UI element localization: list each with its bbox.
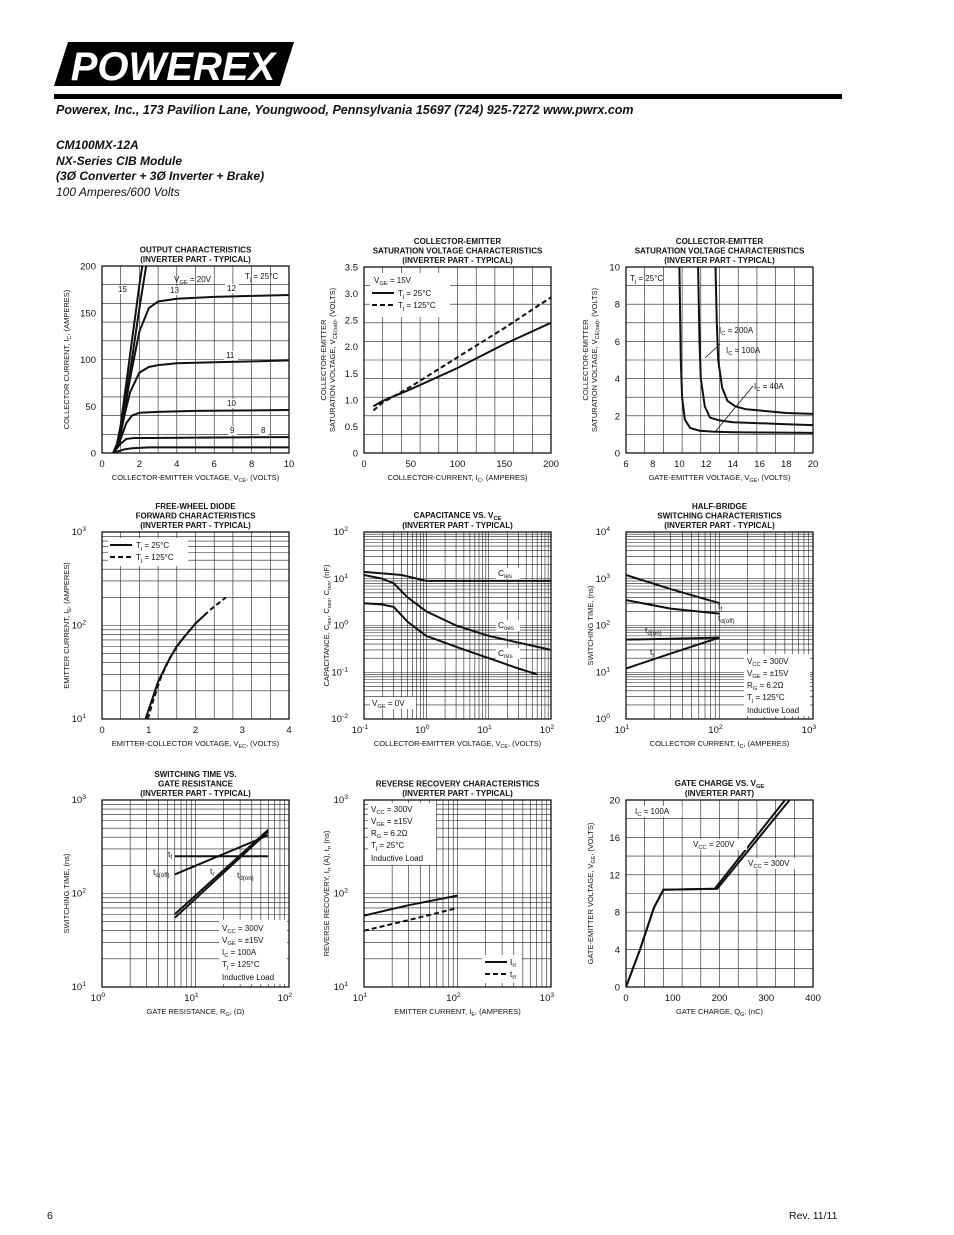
y-axis-label: COLLECTOR-EMITTER <box>581 319 590 401</box>
legend-entry: $I_{rr}$ <box>510 957 517 969</box>
x-axis-label: GATE-EMITTER VOLTAGE, $V_{GE}$, (VOLTS) <box>648 473 791 484</box>
x-axis-label: COLLECTOR-EMITTER VOLTAGE, $V_{CE}$, (VOLTS) <box>111 473 280 484</box>
y-tick-label: 2 <box>614 411 620 423</box>
x-tick-label: 1 <box>146 725 152 736</box>
y-tick-label: $10^2$ <box>71 619 86 632</box>
x-tick-label: 100 <box>664 993 681 1004</box>
series-line <box>175 830 268 914</box>
y-tick-label: 3.5 <box>344 262 358 274</box>
chart-title: REVERSE RECOVERY CHARACTERISTICS <box>375 779 540 789</box>
chart-title: (INVERTER PART - TYPICAL) <box>402 521 513 530</box>
condition-tj: $T_j = 25^\circ C$ <box>245 272 279 283</box>
x-tick-label: 400 <box>805 993 821 1004</box>
x-tick-label: 4 <box>286 725 292 736</box>
x-tick-label: 150 <box>496 459 513 470</box>
condition-line: $T_j = 125^\circ C$ <box>222 960 260 971</box>
x-tick-label: 100 <box>449 459 466 470</box>
y-tick-label: $10^0$ <box>595 713 610 725</box>
y-tick-label: 0 <box>90 448 96 460</box>
y-tick-label: 2.5 <box>344 315 358 327</box>
grid <box>626 800 813 987</box>
x-tick-label: 20 <box>807 459 819 470</box>
y-tick-label: 4 <box>614 374 620 386</box>
curve-label: $t_f$ <box>718 601 723 613</box>
x-tick-label: $10^1$ <box>477 724 492 736</box>
x-axis-label: COLLECTOR-CURRENT, $I_C$, (AMPERES) <box>387 473 528 484</box>
chart-title: GATE RESISTANCE <box>158 779 233 789</box>
x-tick-label: $10^2$ <box>708 724 723 736</box>
x-tick-label: $10^0$ <box>415 724 430 736</box>
chart-title: (INVERTER PART - TYPICAL) <box>140 521 251 530</box>
y-tick-label: $10^3$ <box>333 794 348 806</box>
chart-title: COLLECTOR-EMITTER <box>675 237 764 246</box>
curve-label: $t_r$ <box>650 647 655 659</box>
x-tick-label: $10^3$ <box>539 992 555 1004</box>
chart-1 <box>62 246 294 485</box>
curve-label: 9 <box>230 426 235 435</box>
curve-label: $C_{ies}$ <box>498 568 512 580</box>
legend-entry: $T_j = 125^\circ C$ <box>136 553 174 564</box>
curve-label: 12 <box>227 284 236 293</box>
legend-entry: $T_j = 25^\circ C$ <box>136 541 170 552</box>
curve-label: $t_{d(on)}$ <box>645 625 662 637</box>
chart-title: SATURATION VOLTAGE CHARACTERISTICS <box>634 246 805 256</box>
y-tick-label: $10^3$ <box>71 526 86 538</box>
y-tick-label: 8 <box>614 907 620 919</box>
x-axis-label: COLLECTOR-EMITTER VOLTAGE, $V_{CE}$, (VOLTS) <box>373 739 542 750</box>
chart-title: HALF-BRIDGE <box>691 502 748 511</box>
x-tick-label: 14 <box>727 459 739 470</box>
condition-line: $T_j = 25^\circ C$ <box>371 841 405 852</box>
condition-line: $V_{GE} = \pm 15V$ <box>371 817 413 828</box>
y-tick-label: 1.0 <box>344 395 358 407</box>
page-number: 6 <box>47 1210 53 1222</box>
x-axis-label: COLLECTOR CURRENT, $I_C$, (AMPERES) <box>649 739 790 750</box>
x-axis-label: EMITTER CURRENT, $I_E$, (AMPERES) <box>394 1007 521 1018</box>
curve-label: $I_C = 40A$ <box>754 382 784 393</box>
series-line <box>373 323 551 406</box>
condition-line: $V_{CC} = 300V$ <box>222 924 264 935</box>
y-tick-label: 12 <box>609 870 620 882</box>
y-tick-label: 16 <box>609 832 620 844</box>
y-tick-label: 0.5 <box>344 421 358 433</box>
curve-label: $t_{d(off)}$ <box>718 613 735 625</box>
y-tick-label: $10^1$ <box>71 713 86 725</box>
chart-6 <box>586 502 816 750</box>
x-tick-label: 0 <box>623 993 629 1004</box>
x-tick-label: 10 <box>283 459 295 470</box>
y-tick-label: $10^{-1}$ <box>331 666 348 679</box>
chart-9 <box>586 779 821 1018</box>
chart-title: (INVERTER PART - TYPICAL) <box>140 255 251 264</box>
y-tick-label: 8 <box>614 299 620 311</box>
y-axis-label: SWITCHING TIME, (ns) <box>586 585 595 666</box>
product-rating: 100 Amperes/600 Volts <box>56 184 180 199</box>
chart-title: (INVERTER PART - TYPICAL) <box>402 789 513 798</box>
y-tick-label: 200 <box>80 261 96 273</box>
x-axis-label: GATE CHARGE, $Q_G$, (nC) <box>676 1007 763 1018</box>
x-tick-label: 0 <box>99 725 105 736</box>
x-tick-label: $10^2$ <box>277 992 293 1004</box>
y-tick-label: $10^0$ <box>333 619 348 632</box>
x-tick-label: 18 <box>780 459 792 470</box>
x-tick-label: 6 <box>211 459 217 470</box>
condition-ic: $I_C = 100A$ <box>635 807 670 818</box>
product-series: NX-Series CIB Module <box>56 153 183 168</box>
chart-title: GATE CHARGE VS. $V_{GE}$ <box>674 779 765 790</box>
y-axis-label: COLLECTOR CURRENT, $I_C$, (AMPERES) <box>62 289 73 430</box>
chart-title: SWITCHING CHARACTERISTICS <box>657 511 782 521</box>
x-tick-label: $10^2$ <box>446 992 461 1004</box>
chart-5 <box>322 511 554 750</box>
y-axis-label: SWITCHING TIME, (ns) <box>62 853 71 934</box>
y-tick-label: 4 <box>614 945 620 957</box>
x-tick-label: 0 <box>99 459 105 470</box>
y-axis-label: REVERSE RECOVERY, $I_{rr}$ (A), $t_{rr}$ (ns) <box>322 830 333 957</box>
chart-title: (INVERTER PART - TYPICAL) <box>402 256 513 265</box>
curve-label: $t_f$ <box>168 849 173 861</box>
curve-label: 15 <box>118 285 127 294</box>
x-axis-label: GATE RESISTANCE, $R_G$, (Ω) <box>146 1007 245 1018</box>
condition-line: $R_G = 6.2\Omega$ <box>747 681 784 692</box>
condition-vge: $V_{GE} = 0V$ <box>372 699 405 710</box>
y-tick-label: $10^2$ <box>595 619 610 632</box>
condition-line: $I_C = 100A$ <box>222 948 257 959</box>
x-axis-label: EMITTER-COLLECTOR VOLTAGE, $V_{EC}$, (VOLTS) <box>111 739 280 750</box>
series-line <box>146 615 205 719</box>
curve-label: $C_{res}$ <box>498 648 513 660</box>
x-tick-label: 10 <box>674 459 685 470</box>
logo-text: POWEREX <box>70 45 276 88</box>
curve-label: 10 <box>227 399 236 408</box>
x-tick-label: 8 <box>650 459 656 470</box>
curve-label: 13 <box>170 286 179 295</box>
chart-title: (INVERTER PART - TYPICAL) <box>664 521 775 530</box>
chart-title: CAPACITANCE VS. $V_{CE}$ <box>413 511 502 522</box>
y-tick-label: 10 <box>609 262 620 274</box>
x-tick-label: 0 <box>361 459 367 470</box>
x-tick-label: 300 <box>758 993 775 1004</box>
condition-line: $R_G = 6.2\Omega$ <box>371 829 408 840</box>
chart-title: (INVERTER PART - TYPICAL) <box>140 789 251 798</box>
y-axis-label: SATURATION VOLTAGE, $V_{CE(sat)}$, (VOLTS) <box>328 287 339 433</box>
y-axis-label: EMITTER CURRENT, $I_E$, (AMPERES) <box>62 562 73 689</box>
x-tick-label: $10^0$ <box>90 992 106 1004</box>
chart-2 <box>319 237 559 484</box>
x-tick-label: 2 <box>192 725 199 736</box>
curve-label: $t_r$ <box>210 866 215 878</box>
x-tick-label: 200 <box>711 993 728 1004</box>
x-tick-label: 2 <box>136 459 143 470</box>
y-tick-label: 3.0 <box>344 289 358 301</box>
series-line <box>626 638 720 669</box>
condition-line: Inductive Load <box>371 854 424 863</box>
legend-entry: $T_j = 125^\circ C$ <box>398 301 436 312</box>
condition-line: Inductive Load <box>747 706 800 715</box>
legend-entry: $t_{rr}$ <box>510 969 517 981</box>
x-tick-label: 12 <box>700 459 712 470</box>
y-tick-label: 100 <box>80 355 96 366</box>
y-tick-label: 0 <box>352 448 358 460</box>
part-number: CM100MX-12A <box>56 138 139 152</box>
y-axis-label: COLLECTOR-EMITTER <box>319 319 328 401</box>
condition-vge: $V_{GE} = 20V$ <box>174 275 212 286</box>
curve-label: 11 <box>226 351 235 360</box>
y-tick-label: 150 <box>80 308 96 320</box>
x-tick-label: 16 <box>754 459 765 470</box>
series-line <box>175 835 268 874</box>
x-tick-label: 6 <box>623 459 629 470</box>
x-tick-label: $10^3$ <box>801 724 817 736</box>
x-tick-label: $10^{-1}$ <box>351 724 369 736</box>
y-tick-label: $10^1$ <box>333 981 348 993</box>
condition-line: $V_{GE} = \pm 15V$ <box>222 936 264 947</box>
chart-8 <box>322 780 554 1019</box>
x-tick-label: $10^1$ <box>184 992 199 1004</box>
x-tick-label: $10^1$ <box>614 724 630 736</box>
chart-7 <box>62 770 292 1018</box>
chart-title: (INVERTER PART - TYPICAL) <box>664 256 775 265</box>
y-tick-label: 50 <box>85 401 96 413</box>
chart-4 <box>62 502 292 750</box>
y-tick-label: 2.0 <box>344 342 358 354</box>
y-tick-label: $10^2$ <box>333 526 348 538</box>
y-tick-label: 6 <box>614 336 620 348</box>
series-line <box>364 572 551 581</box>
y-tick-label: $10^3$ <box>595 572 610 585</box>
series-line <box>364 603 537 674</box>
x-tick-label: 50 <box>405 459 417 470</box>
y-tick-label: 20 <box>609 795 620 807</box>
y-tick-label: $10^2$ <box>71 887 86 900</box>
condition-line: $V_{CC} = 300V$ <box>747 657 789 668</box>
x-tick-label: $10^1$ <box>352 992 368 1004</box>
y-tick-label: $10^1$ <box>71 981 86 993</box>
curve-label: $V_{CC} = 200V$ <box>693 840 735 851</box>
company-address: Powerex, Inc., 173 Pavilion Lane, Youngwood, Pennsylvania 15697 (724) 925-7272 www.pwrx.com <box>56 103 634 117</box>
series-line <box>716 267 814 414</box>
curve-label: $t_{d(off)}$ <box>153 867 170 879</box>
series-line <box>175 832 268 918</box>
y-tick-label: $10^{-2}$ <box>331 713 348 725</box>
chart-title: FORWARD CHARACTERISTICS <box>135 511 256 521</box>
curve-label: $I_C = 200A$ <box>719 326 754 337</box>
x-tick-label: $10^2$ <box>539 724 555 736</box>
y-tick-label: $10^1$ <box>333 572 348 585</box>
x-tick-label: 3 <box>239 725 245 736</box>
chart-title: COLLECTOR-EMITTER <box>413 237 502 246</box>
legend-condition: $V_{GE} = 15V$ <box>374 276 412 287</box>
x-tick-label: 200 <box>543 459 559 470</box>
y-tick-label: 0 <box>614 982 620 994</box>
y-axis-label: CAPACITANCE, $C_{ies}$, $C_{oes}$, $C_{res}$, (nF) <box>322 564 333 687</box>
y-tick-label: $10^4$ <box>595 526 610 538</box>
y-tick-label: 1.5 <box>344 368 358 380</box>
condition-line: $V_{GE} = \pm 15V$ <box>747 669 789 680</box>
curve-label: $C_{oes}$ <box>498 620 514 632</box>
product-configuration: (3Ø Converter + 3Ø Inverter + Brake) <box>56 169 265 183</box>
x-tick-label: 8 <box>248 459 255 470</box>
chart-title: FREE-WHEEL DIODE <box>155 502 236 511</box>
chart-title: SWITCHING TIME VS. <box>154 770 237 779</box>
x-tick-label: 4 <box>174 459 180 470</box>
curve-label: $I_C = 100A$ <box>726 346 761 357</box>
curve-label: 8 <box>261 426 266 435</box>
curve-label: $t_{d(on)}$ <box>237 870 254 882</box>
chart-title: SATURATION VOLTAGE CHARACTERISTICS <box>372 246 543 256</box>
y-tick-label: 0 <box>614 448 620 460</box>
y-tick-label: $10^3$ <box>71 794 86 806</box>
chart-title: (INVERTER PART) <box>684 789 755 798</box>
y-tick-label: $10^2$ <box>333 887 348 900</box>
y-tick-label: $10^1$ <box>595 666 610 679</box>
condition-line: $V_{CC} = 300V$ <box>371 805 413 816</box>
y-axis-label: SATURATION VOLTAGE, $V_{CE(sat)}$, (VOLTS) <box>590 287 601 433</box>
condition-line: $T_j = 125^\circ C$ <box>747 693 785 704</box>
legend-entry: $T_j = 25^\circ C$ <box>398 289 432 300</box>
chart-3 <box>581 237 818 484</box>
condition-tj: $T_j = 25^\circ C$ <box>630 274 664 285</box>
series-line <box>364 896 458 916</box>
chart-title: OUTPUT CHARACTERISTICS <box>139 245 252 255</box>
revision: Rev. 11/11 <box>789 1210 838 1222</box>
condition-line: Inductive Load <box>222 973 275 982</box>
curve-label: $V_{CC} = 300V$ <box>748 859 790 870</box>
y-axis-label: GATE-EMITTER VOLTAGE, $V_{GE}$, (VOLTS) <box>586 822 597 965</box>
